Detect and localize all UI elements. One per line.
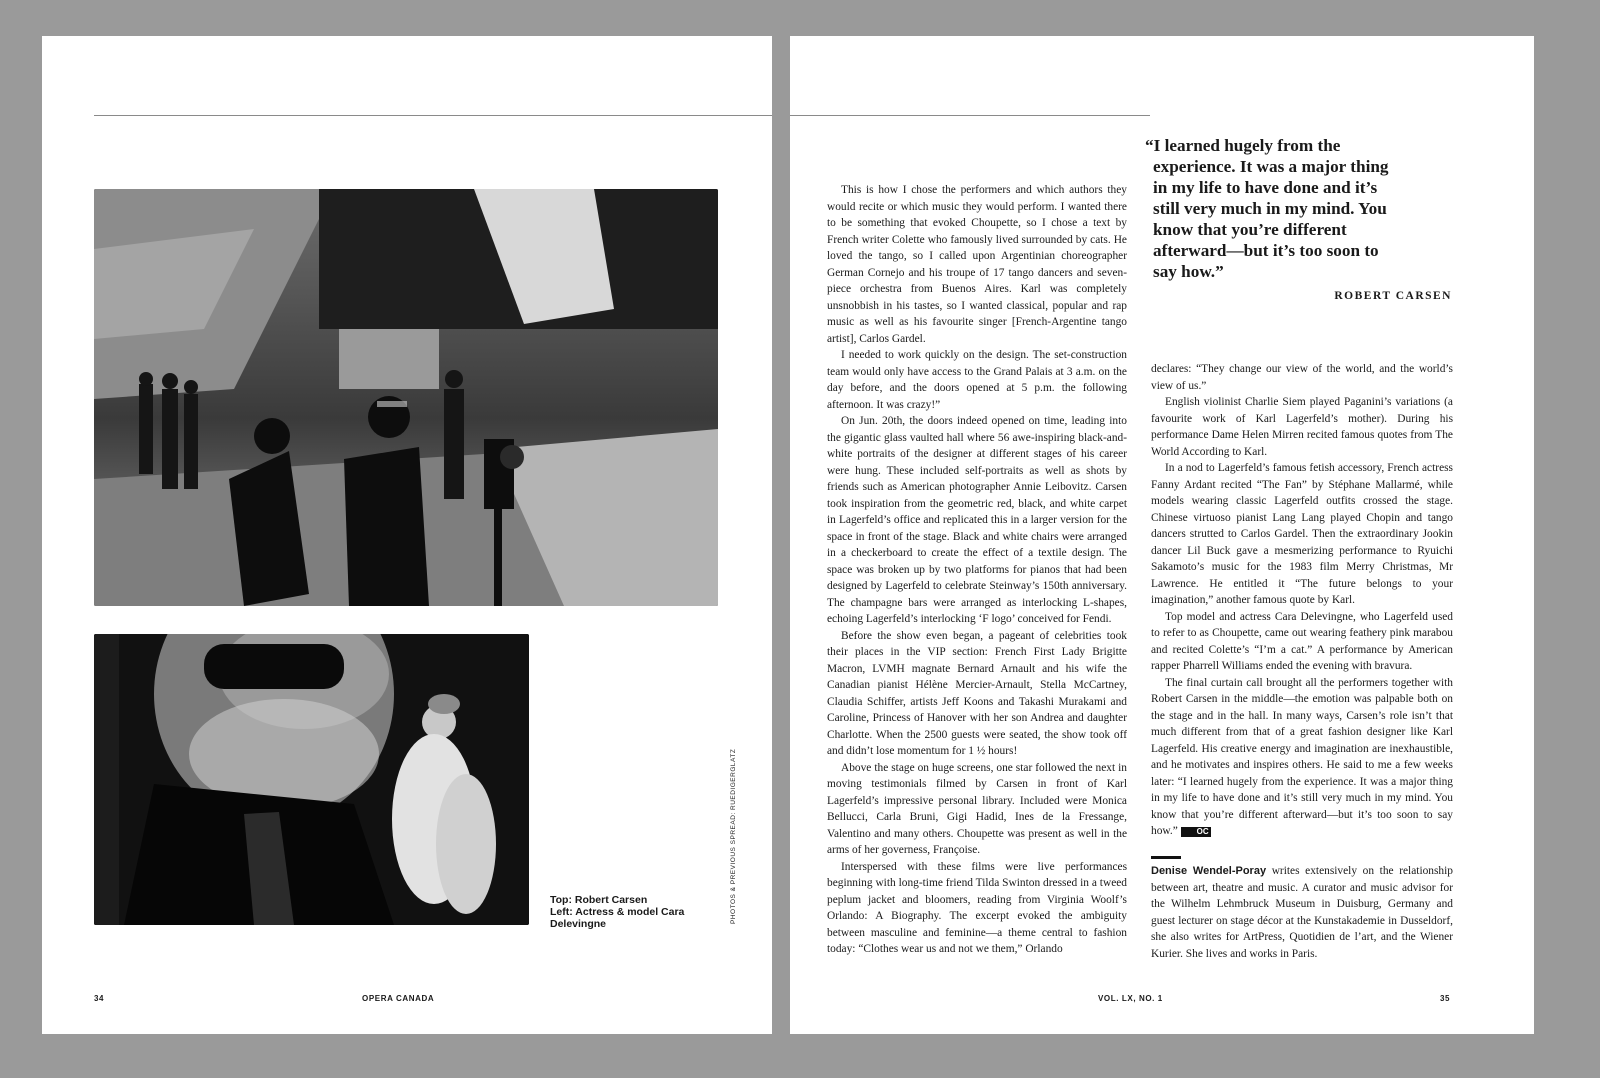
article-column-2 xyxy=(1151,361,1453,851)
paragraph: Above the stage on huge screens, one star followed the next in moving testimonials filmed by Carsen in front of Karl Lagerfeld’s impressive personal library. Included were Monica Bellucci, Carla Bruni, Gigi Hadid, Ines de la Fressange, Valentino and many others. Choupette was present as well in the arms of her governess, Françoise. xyxy=(827,761,1127,856)
right-page xyxy=(790,36,1534,1034)
paragraph: Interspersed with these films were live performances beginning with long-time friend Tilda Swinton dressed in a tweed peplum jacket and bloomers, reading from Virginia Woolf’s Orlando: A Biography. The excerpt evoked the ambiguity between masculine and feminine—a theme central to fashion today: “Clothes wear us and not we them,” Orlando xyxy=(827,860,1127,955)
author-name: Denise Wendel-Poray xyxy=(1151,865,1267,877)
rehearsal-photo-illustration xyxy=(94,189,718,606)
caption-top: Top: Robert Carsen xyxy=(550,894,648,906)
photo-caption xyxy=(550,894,700,930)
end-mark: OC xyxy=(1181,827,1211,837)
paragraph: This is how I chose the performers and which authors they would recite or which music they would perform. I wanted there to be something that evoked Choupette, so I chose a text by French writer Colette who famously lived surrounded by cats. He loved the tango, so I called upon Argentinian choreographer German Cornejo and his troupe of 17 tango dancers and seven-piece orchestra from Buenos Aires. Karl was completely unsnobbish in his tastes, so I wanted classical, popular and rap music as well as his favourite singer [French-Argentine tango artist], Carlos Gardel. xyxy=(827,184,1127,345)
left-page xyxy=(42,36,772,1034)
top-rule xyxy=(94,115,772,116)
bio-text: writes extensively on the relationship between art, theatre and music. A curator and music advisor for the Wilhelm Lehmbruck Museum in Duisburg, Germany and guest lecturer on stage décor at the Kunstakademie in Dusseldorf, she also writes for ArtPress, Quotidien de l’art, and the Wiener Kurier. She lives and works in Paris. xyxy=(1151,865,1453,960)
paragraph: Top model and actress Cara Delevingne, who Lagerfeld used to refer to as Choupette, came out wearing feathery pink marabou and recited Colette’s “I’m a cat.” A performance by American rapper Pharrell Williams ended the evening with bravura. xyxy=(1151,610,1453,672)
article-column-1 xyxy=(827,182,1127,972)
author-bio xyxy=(1151,863,1453,962)
top-rule xyxy=(790,115,1150,116)
cara-delevingne-photo-illustration xyxy=(94,634,529,925)
closing-paragraph: The final curtain call brought all the performers together with Robert Carsen in the middle—the emotion was palpable both on the stage and in the hall. In many ways, Carsen’s role isn’t that much different from that of a great fashion designer like Karl Lagerfeld. His creative energy and imagination are inexhaustible, and he motivates and inspires others. He said to me a few weeks later: “I learned hugely from the experience. It was a major thing in my life to have done and it’s still very much in my mind. You know that you’re different afterward—but it’s too soon to say how.” xyxy=(1151,676,1453,837)
bio-paragraph xyxy=(1151,863,1453,962)
photo-credit: PHOTOS & PREVIOUS SPREAD: RUEDIGERGLATZ xyxy=(730,748,737,924)
folio-page-number: 35 xyxy=(1440,994,1451,1003)
paragraph: I needed to work quickly on the design. The set-construction team would only have access to the Grand Palais at 3 a.m. on the day before, and the doors opened at 5 p.m. the following afternoon. It was crazy!” xyxy=(827,349,1127,411)
photo-cara-delevingne xyxy=(94,634,529,925)
paragraph xyxy=(1151,675,1453,840)
bio-rule xyxy=(1151,856,1181,859)
pull-quote-text: “I learned hugely from the experience. It was a major thing in my life to have done and it’s still very much in my mind. You know that you’re different afterward—but it’s too soon to say how.” xyxy=(1145,136,1389,281)
paragraph: Before the show even began, a pageant of celebrities took their places in the VIP section: French First Lady Brigitte Macron, LVMH magnate Bernard Arnault and his wife the Canadian pianist Hélène Mercier-Arnault, Stella McCartney, Claudia Schiffer, artists Jeff Koons and Takashi Murakami and Caroline, Princess of Hanover with her son Andrea and daughter Charlotte. When the 2500 guests were seated, the show took off and didn’t lose momentum for 1 ½ hours! xyxy=(827,629,1127,757)
paragraph: On Jun. 20th, the doors indeed opened on time, leading into the gigantic glass vaulted hall where 56 awe-inspiring black-and-white portraits of the designer at different stages of his career were hung. These included self-portraits as well as shots by friends such as American photographer Annie Leibovitz. Carsen took inspiration from the geometric red, black, and white carpet in Lagerfeld’s office and replicated this in a larger version for the space in front of the stage. Black and white chairs were arranged in a checkerboard to create the effect of a textile design. The space was broken up by two platforms for pianos that had been designed by Lagerfeld to celebrate Steinway’s 150th anniversary. The champagne bars were arranged as interlocking L-shapes, echoing Lagerfeld’s interlocking ‘F logo’ conceived for Fendi. xyxy=(827,415,1127,625)
pull-quote-attribution: ROBERT CARSEN xyxy=(1334,290,1452,302)
photo-robert-carsen xyxy=(94,189,718,606)
paragraph: In a nod to Lagerfeld’s famous fetish accessory, French actress Fanny Ardant recited “The Fan” by Stéphane Mallarmé, while models wearing classic Lagerfeld outfits crossed the stage. Chinese virtuoso pianist Lang Lang played Chopin and tango dancers strutted to Carlos Gardel. Then the extraordinary Jookin dancer Lil Buck gave a mesmerizing performance to Ryuichi Sakamoto’s music for the 1983 film Merry Christmas, Mr Lawrence. He entitled it “The future belongs to your imagination,” another famous quote by Karl. xyxy=(1151,462,1453,606)
caption-left: Left: Actress & model Cara Delevingne xyxy=(550,906,685,930)
paragraph: English violinist Charlie Siem played Paganini’s variations (a favourite work of Karl Lagerfeld’s mother). During his performance Dame Helen Mirren recited famous quotes from The World According to Karl. xyxy=(1151,396,1453,458)
folio-magazine-title: OPERA CANADA xyxy=(362,994,435,1003)
paragraph: declares: “They change our view of the world, and the world’s view of us.” xyxy=(1151,363,1453,392)
pull-quote xyxy=(1145,135,1405,282)
folio-page-number: 34 xyxy=(94,994,105,1003)
folio-issue: VOL. LX, NO. 1 xyxy=(1098,994,1163,1003)
